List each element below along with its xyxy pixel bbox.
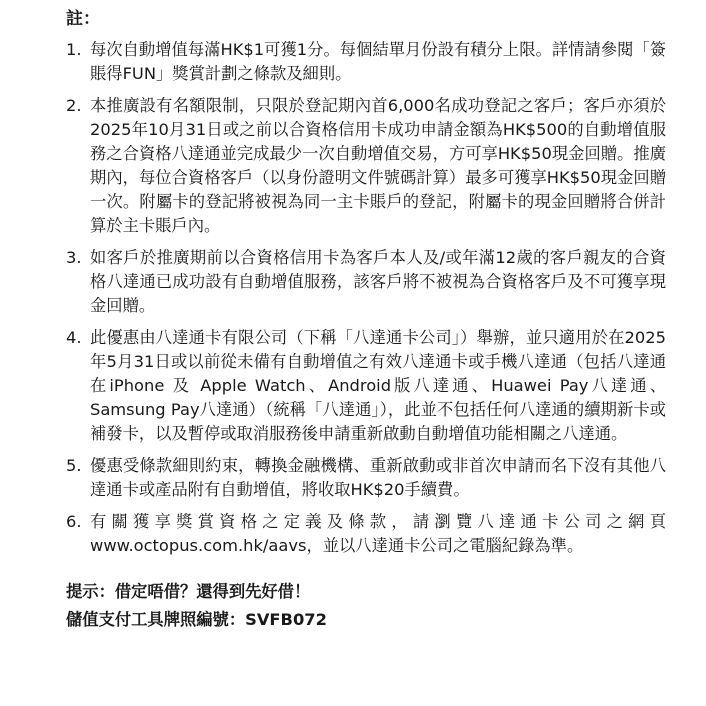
- term-item: [66, 38, 666, 86]
- term-text: 本推廣設有名額限制，只限於登記期內首6,000名成功登記之客戶；客戶亦須於2025年10月31日或之前以合資格信用卡成功申請金額為HK$500的自動增值服務之合資格八達通並完成最少一次自動增值交易，方可享HK$50現金回贈。推廣期內，每位合資格客戶（以身份證明文件號碼計算）最多可獲享HK$50現金回贈一次。附屬卡的登記將被視為同一主卡賬戶的登記，附屬卡的現金回贈將合併計算於主卡賬戶內。: [90, 96, 666, 235]
- term-number: 1.: [66, 40, 82, 59]
- term-text: 有關獲享獎賞資格之定義及條款，請瀏覽八達通卡公司之網頁www.octopus.com.hk/aavs，並以八達通卡公司之電腦紀錄為準。: [90, 512, 666, 555]
- terms-list: [66, 38, 666, 558]
- term-item: [66, 510, 666, 558]
- term-text: 此優惠由八達通卡有限公司（下稱「八達通卡公司」）舉辦，並只適用於在2025年5月31日或以前從未備有自動增值之有效八達通卡或手機八達通（包括八達通在iPhone 及 Apple Watch、Android版八達通、Huawei Pay八達通、Samsung Pay八達通）（統稱「八達通」），此並不包括任何八達通的續期新卡或補發卡，以及暫停或取消服務後申請重新啟動自動增值功能相關之八達通。: [90, 328, 666, 443]
- term-text: 每次自動增值每滿HK$1可獲1分。每個結單月份設有積分上限。詳情請參閱「簽賬得FUN」獎賞計劃之條款及細則。: [90, 40, 666, 83]
- term-item: [66, 454, 666, 502]
- reminder-text: 提示：借定唔借？還得到先好借！: [66, 582, 311, 601]
- term-text: 優惠受條款細則約束，轉換金融機構、重新啟動或非首次申請而名下沒有其他八達通卡或產品附有自動增值，將收取HK$20手續費。: [90, 456, 666, 499]
- term-number: 3.: [66, 248, 82, 267]
- term-item: [66, 326, 666, 446]
- term-text: 如客戶於推廣期前以合資格信用卡為客戶本人及/或年滿12歲的客戶親友的合資格八達通已成功設有自動增值服務，該客戶將不被視為合資格客戶及不可獲享現金回贈。: [90, 248, 666, 315]
- term-item: [66, 94, 666, 238]
- term-number: 4.: [66, 328, 82, 347]
- license-number: 儲值支付工具牌照編號：SVFB072: [66, 610, 327, 629]
- term-number: 6.: [66, 512, 82, 531]
- term-number: 5.: [66, 456, 82, 475]
- footer: [66, 578, 666, 634]
- notes-heading: 註：: [66, 9, 100, 29]
- term-item: [66, 246, 666, 318]
- term-number: 2.: [66, 96, 82, 115]
